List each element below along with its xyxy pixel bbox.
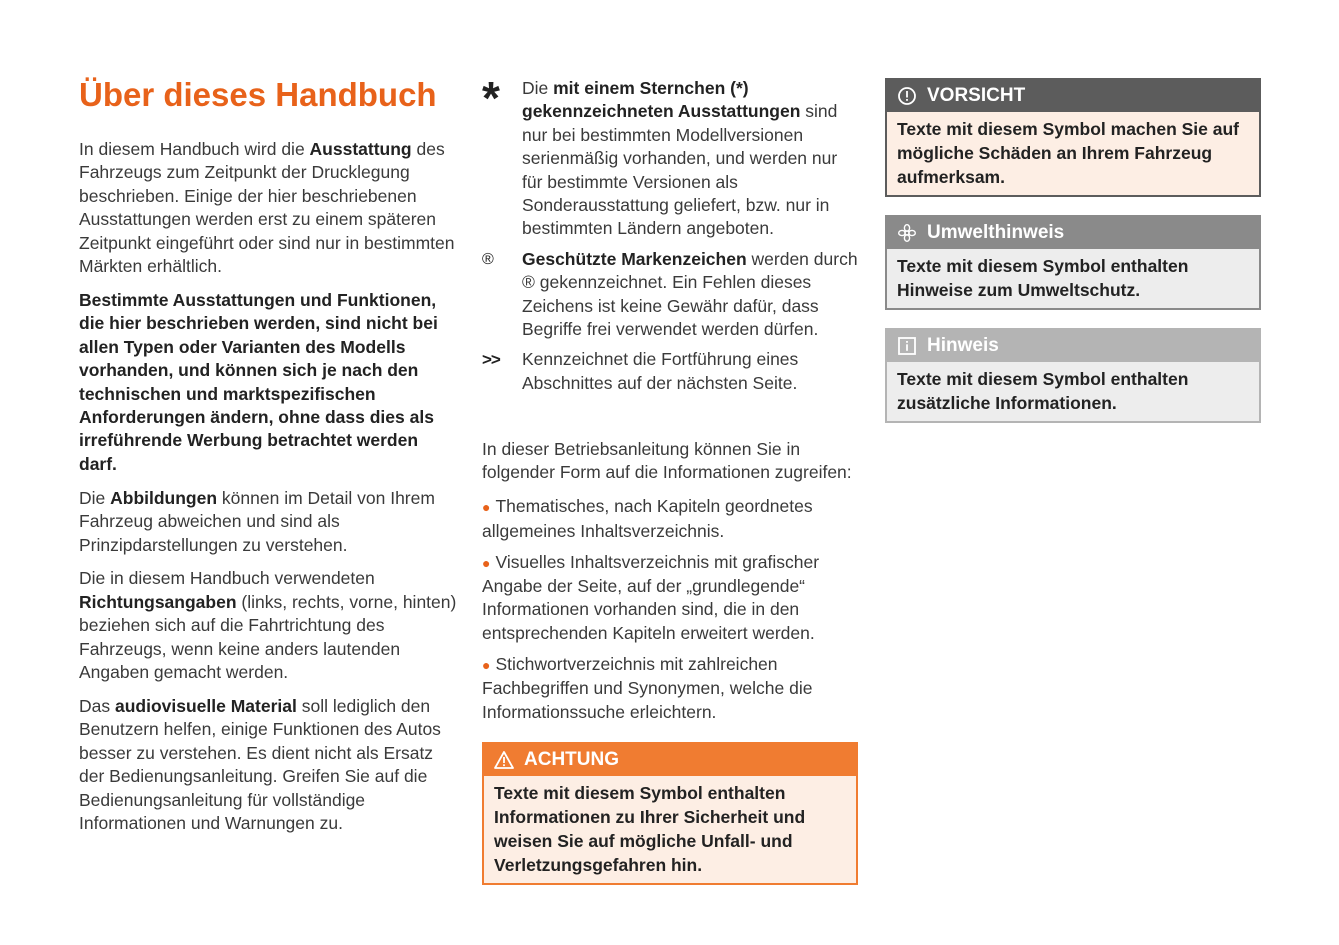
page-title: Über dieses Handbuch [79, 76, 437, 113]
text: sind nur bei bestimmten Modellversionen serienmäßig vorhanden, und werden nur für bestimmte Versionen als Sonderausstattung geliefert, bzw. nur in bestimmten Ländern angeboten. [522, 101, 838, 239]
continuation-arrows-icon: >> [482, 350, 500, 370]
exclamation-circle-icon [897, 86, 917, 106]
warning-triangle-icon [494, 750, 514, 770]
text: werden durch ® gekennzeichnet. Ein Fehlen dieses Zeichens ist keine Gewähr dafür, dass Begriffe frei verwendet werden dürfen. [522, 248, 858, 340]
vorsicht-text: Texte mit diesem Symbol machen Sie auf mögliche Schäden an Ihrem Fahrzeug aufmerksam. [897, 119, 1240, 187]
achtung-box [482, 742, 858, 885]
legend-item-continuation [482, 348, 858, 395]
bold-text: audiovisuelle Material [114, 695, 297, 716]
legend-item-asterisk [482, 72, 858, 241]
symbol-legend [482, 72, 858, 402]
achtung-title: ACHTUNG [524, 749, 619, 770]
text: Stichwortverzeichnis mit zahlreichen Fachbegriffen und Synonymen, welche die Informationssuche erleichtern. [482, 653, 813, 722]
paragraph-disclaimer: Bestimmte Ausstattungen und Funktionen, die hier beschrieben werden, sind nicht bei allen Typen oder Varianten des Modells vorhanden, und können sich je nach den technischen und marktspezifischen Anforderungen ändern, ohne dass dies als irreführende Werbung betrachtet werden darf. [79, 289, 438, 474]
achtung-text: Texte mit diesem Symbol enthalten Informationen zu Ihrer Sicherheit und weisen Sie auf mögliche Unfall- und Verletzungsgefahren hin. [494, 783, 806, 875]
text: (links, rechts, vorne, hinten) beziehen sich auf die Fahrtrichtung des Fahrzeugs, wenn keine anders lautenden Angaben gemacht werden. [79, 591, 457, 683]
list-item [482, 495, 858, 543]
vorsicht-box [885, 78, 1261, 197]
umwelthinweis-header [887, 217, 1259, 249]
bullet-dot-icon: ● [482, 554, 491, 571]
hinweis-title: Hinweis [927, 335, 999, 356]
legend-item-trademark [482, 248, 858, 342]
text: Die [522, 78, 554, 98]
text: In diesem Handbuch wird die [79, 139, 310, 159]
umwelthinweis-title: Umwelthinweis [927, 222, 1065, 243]
registered-trademark-icon: ® [482, 250, 494, 268]
text: Visuelles Inhaltsverzeichnis mit grafischer Angabe der Seite, auf der „grundlegende“ Informationen vorhanden sind, die in den entsprechenden Kapiteln erweitert werden. [482, 551, 820, 643]
paragraph-ausstattung [79, 138, 459, 278]
text: Die in diesem Handbuch verwendeten [79, 568, 375, 589]
bold-text: mit einem Sternchen (*) gekennzeichneten Ausstattungen [522, 78, 801, 122]
hinweis-text: Texte mit diesem Symbol enthalten zusätzliche Informationen. [897, 369, 1189, 413]
bold-text: Geschützte Markenzeichen [522, 248, 747, 269]
hinweis-box [885, 328, 1261, 423]
access-intro: In dieser Betriebsanleitung können Sie in folgender Form auf die Informationen zugreifen: [482, 439, 852, 483]
text: Die [79, 487, 111, 508]
paragraph-abbildungen [79, 487, 459, 557]
access-section [482, 438, 858, 731]
text: des Fahrzeugs zum Zeitpunkt der Drucklegung beschrieben. Einige der hier beschriebenen Ausstattungen werden erst zu einem späteren Zeitpunkt eingeführt oder sind nur in bestimmten Märkten erhältlich. [79, 139, 455, 277]
flower-icon [897, 223, 917, 243]
asterisk-icon: * [482, 72, 500, 124]
paragraph-richtungsangaben [79, 567, 459, 684]
text: Das [79, 695, 115, 716]
hinweis-header [887, 330, 1259, 362]
vorsicht-header [887, 80, 1259, 112]
umwelthinweis-box [885, 215, 1261, 310]
bullet-dot-icon: ● [482, 656, 491, 673]
bold-text: Richtungsangaben [79, 591, 237, 612]
text: können im Detail von Ihrem Fahrzeug abweichen und sind als Prinzipdarstellungen zu verstehen. [79, 487, 435, 555]
left-column-body [79, 138, 459, 846]
umwelthinweis-text: Texte mit diesem Symbol enthalten Hinweise zum Umweltschutz. [897, 256, 1189, 300]
text: Thematisches, nach Kapiteln geordnetes allgemeines Inhaltsverzeichnis. [482, 496, 813, 541]
achtung-header [484, 744, 856, 776]
bold-text: Abbildungen [110, 487, 218, 508]
list-item [482, 551, 858, 646]
bold-text: Ausstattung [309, 139, 412, 159]
info-icon [897, 336, 917, 356]
paragraph-audiovisuell [79, 695, 459, 835]
text: Kennzeichnet die Fortführung eines Abschnittes auf der nächsten Seite. [522, 349, 799, 393]
vorsicht-title: VORSICHT [927, 85, 1026, 106]
list-item [482, 653, 858, 724]
bullet-dot-icon: ● [482, 499, 491, 516]
text: soll lediglich den Benutzern helfen, einige Funktionen des Autos besser zu verstehen. Es dient nicht als Ersatz der Bedienungsanleitung. Greifen Sie auf die Bedienungsanleitung für vollständige Informationen und Warnungen zu. [79, 695, 441, 833]
